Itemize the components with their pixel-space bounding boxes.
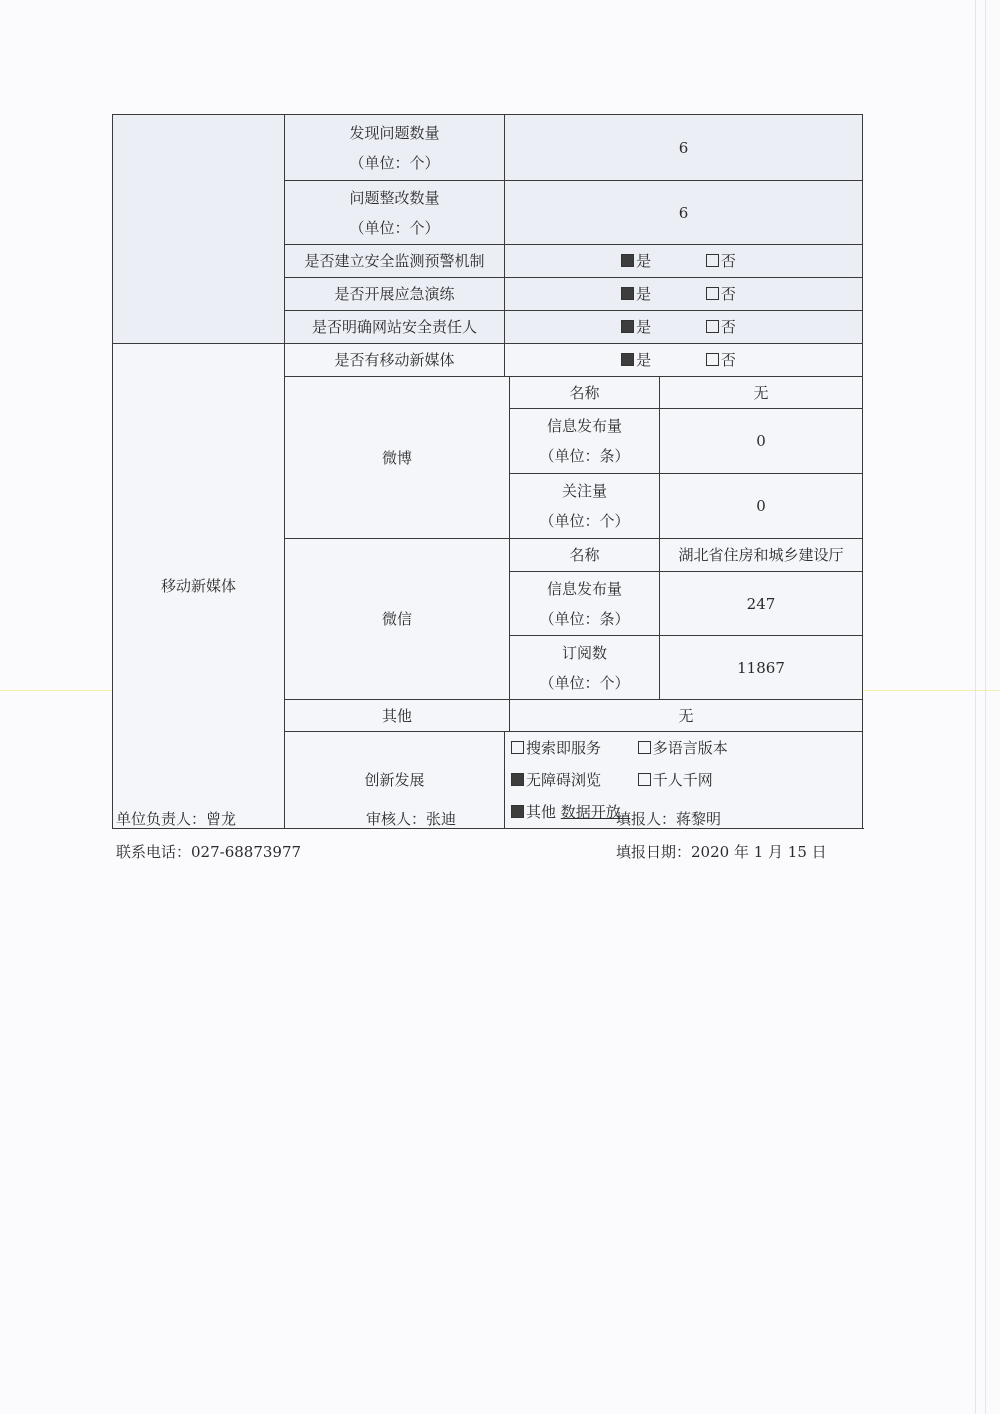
other-media-label: 其他 [285,700,510,732]
followers-label: 关注量 [561,482,607,500]
unchecked-checkbox-icon [706,287,719,300]
unit-label: （单位：条） [539,447,630,465]
posts-label: 信息发布量 [546,417,622,435]
unit-label: （单位：个） [539,673,630,692]
unchecked-checkbox-icon [706,254,719,267]
unit-label: （单位：条） [539,609,630,628]
innovation-item: 多语言版本 [652,739,728,757]
wechat-name-value: 湖北省住房和城乡建设厅 [660,539,863,572]
checked-checkbox-icon [621,287,634,300]
option-yes: 是 [636,285,652,303]
unit-label: （单位：个） [349,218,440,237]
security-section-cell [113,115,285,344]
unit-label: （单位：个） [539,512,630,530]
issues-found-label-cell [285,115,505,181]
checked-checkbox-icon [621,320,634,333]
issues-fixed-value: 6 [505,181,863,245]
unchecked-checkbox-icon [638,741,651,754]
innovation-item: 无障碍浏览 [526,771,602,789]
footer-reviewer: 审核人：张迪 [366,810,457,828]
unchecked-checkbox-icon [638,773,651,786]
issues-fixed-label-cell [285,181,505,245]
monitoring-options [505,245,863,278]
checked-checkbox-icon [511,805,524,818]
issues-fixed-label: 问题整改数量 [349,188,440,207]
other-media-value: 无 [510,700,863,732]
unchecked-checkbox-icon [511,741,524,754]
innovation-item: 搜索即服务 [526,739,602,757]
scan-edge-line [975,0,976,1414]
drill-options [505,278,863,311]
innovation-other-label: 其他 [526,803,557,821]
report-table [112,114,863,829]
wechat-subs-value: 11867 [660,636,863,700]
monitoring-label: 是否建立安全监测预警机制 [285,245,505,278]
weibo-posts-label-cell [510,409,660,474]
weibo-followers-value: 0 [660,474,863,539]
innovation-other-value: 数据开放 [560,803,621,821]
unit-label: （单位：个） [349,153,440,172]
has-media-label: 是否有移动新媒体 [285,344,505,377]
weibo-label: 微博 [285,377,510,539]
wechat-posts-label-cell [510,572,660,636]
wechat-posts-value: 247 [660,572,863,636]
footer-date: 填报日期：2020 年 1 月 15 日 [616,843,827,861]
footer-filler: 填报人：蒋黎明 [616,810,722,828]
weibo-posts-value: 0 [660,409,863,474]
wechat-label: 微信 [285,539,510,700]
wechat-name-label: 名称 [510,539,660,572]
weibo-name-value: 无 [660,377,863,409]
weibo-followers-label-cell [510,474,660,539]
has-media-options [505,344,863,377]
innovation-item: 千人千网 [652,771,713,789]
checked-checkbox-icon [511,773,524,786]
mobile-section-label: 移动新媒体 [113,344,285,829]
unchecked-checkbox-icon [706,353,719,366]
option-yes: 是 [636,252,652,270]
responsible-options [505,311,863,344]
drill-label: 是否开展应急演练 [285,278,505,311]
innovation-label: 创新发展 [285,732,505,829]
posts-label: 信息发布量 [546,579,622,598]
responsible-label: 是否明确网站安全责任人 [285,311,505,344]
issues-found-label: 发现问题数量 [349,123,440,142]
weibo-name-label: 名称 [510,377,660,409]
option-no: 否 [720,318,736,336]
option-no: 否 [720,351,736,369]
checked-checkbox-icon [621,254,634,267]
footer-head: 单位负责人：曾龙 [116,810,237,828]
option-yes: 是 [636,318,652,336]
wechat-subs-label-cell [510,636,660,700]
option-yes: 是 [636,351,652,369]
scan-edge-line [985,0,986,1414]
option-no: 否 [720,252,736,270]
subs-label: 订阅数 [561,643,607,662]
checked-checkbox-icon [621,353,634,366]
unchecked-checkbox-icon [706,320,719,333]
issues-found-value: 6 [505,115,863,181]
footer-phone: 联系电话：027-68873977 [116,843,302,861]
option-no: 否 [720,285,736,303]
